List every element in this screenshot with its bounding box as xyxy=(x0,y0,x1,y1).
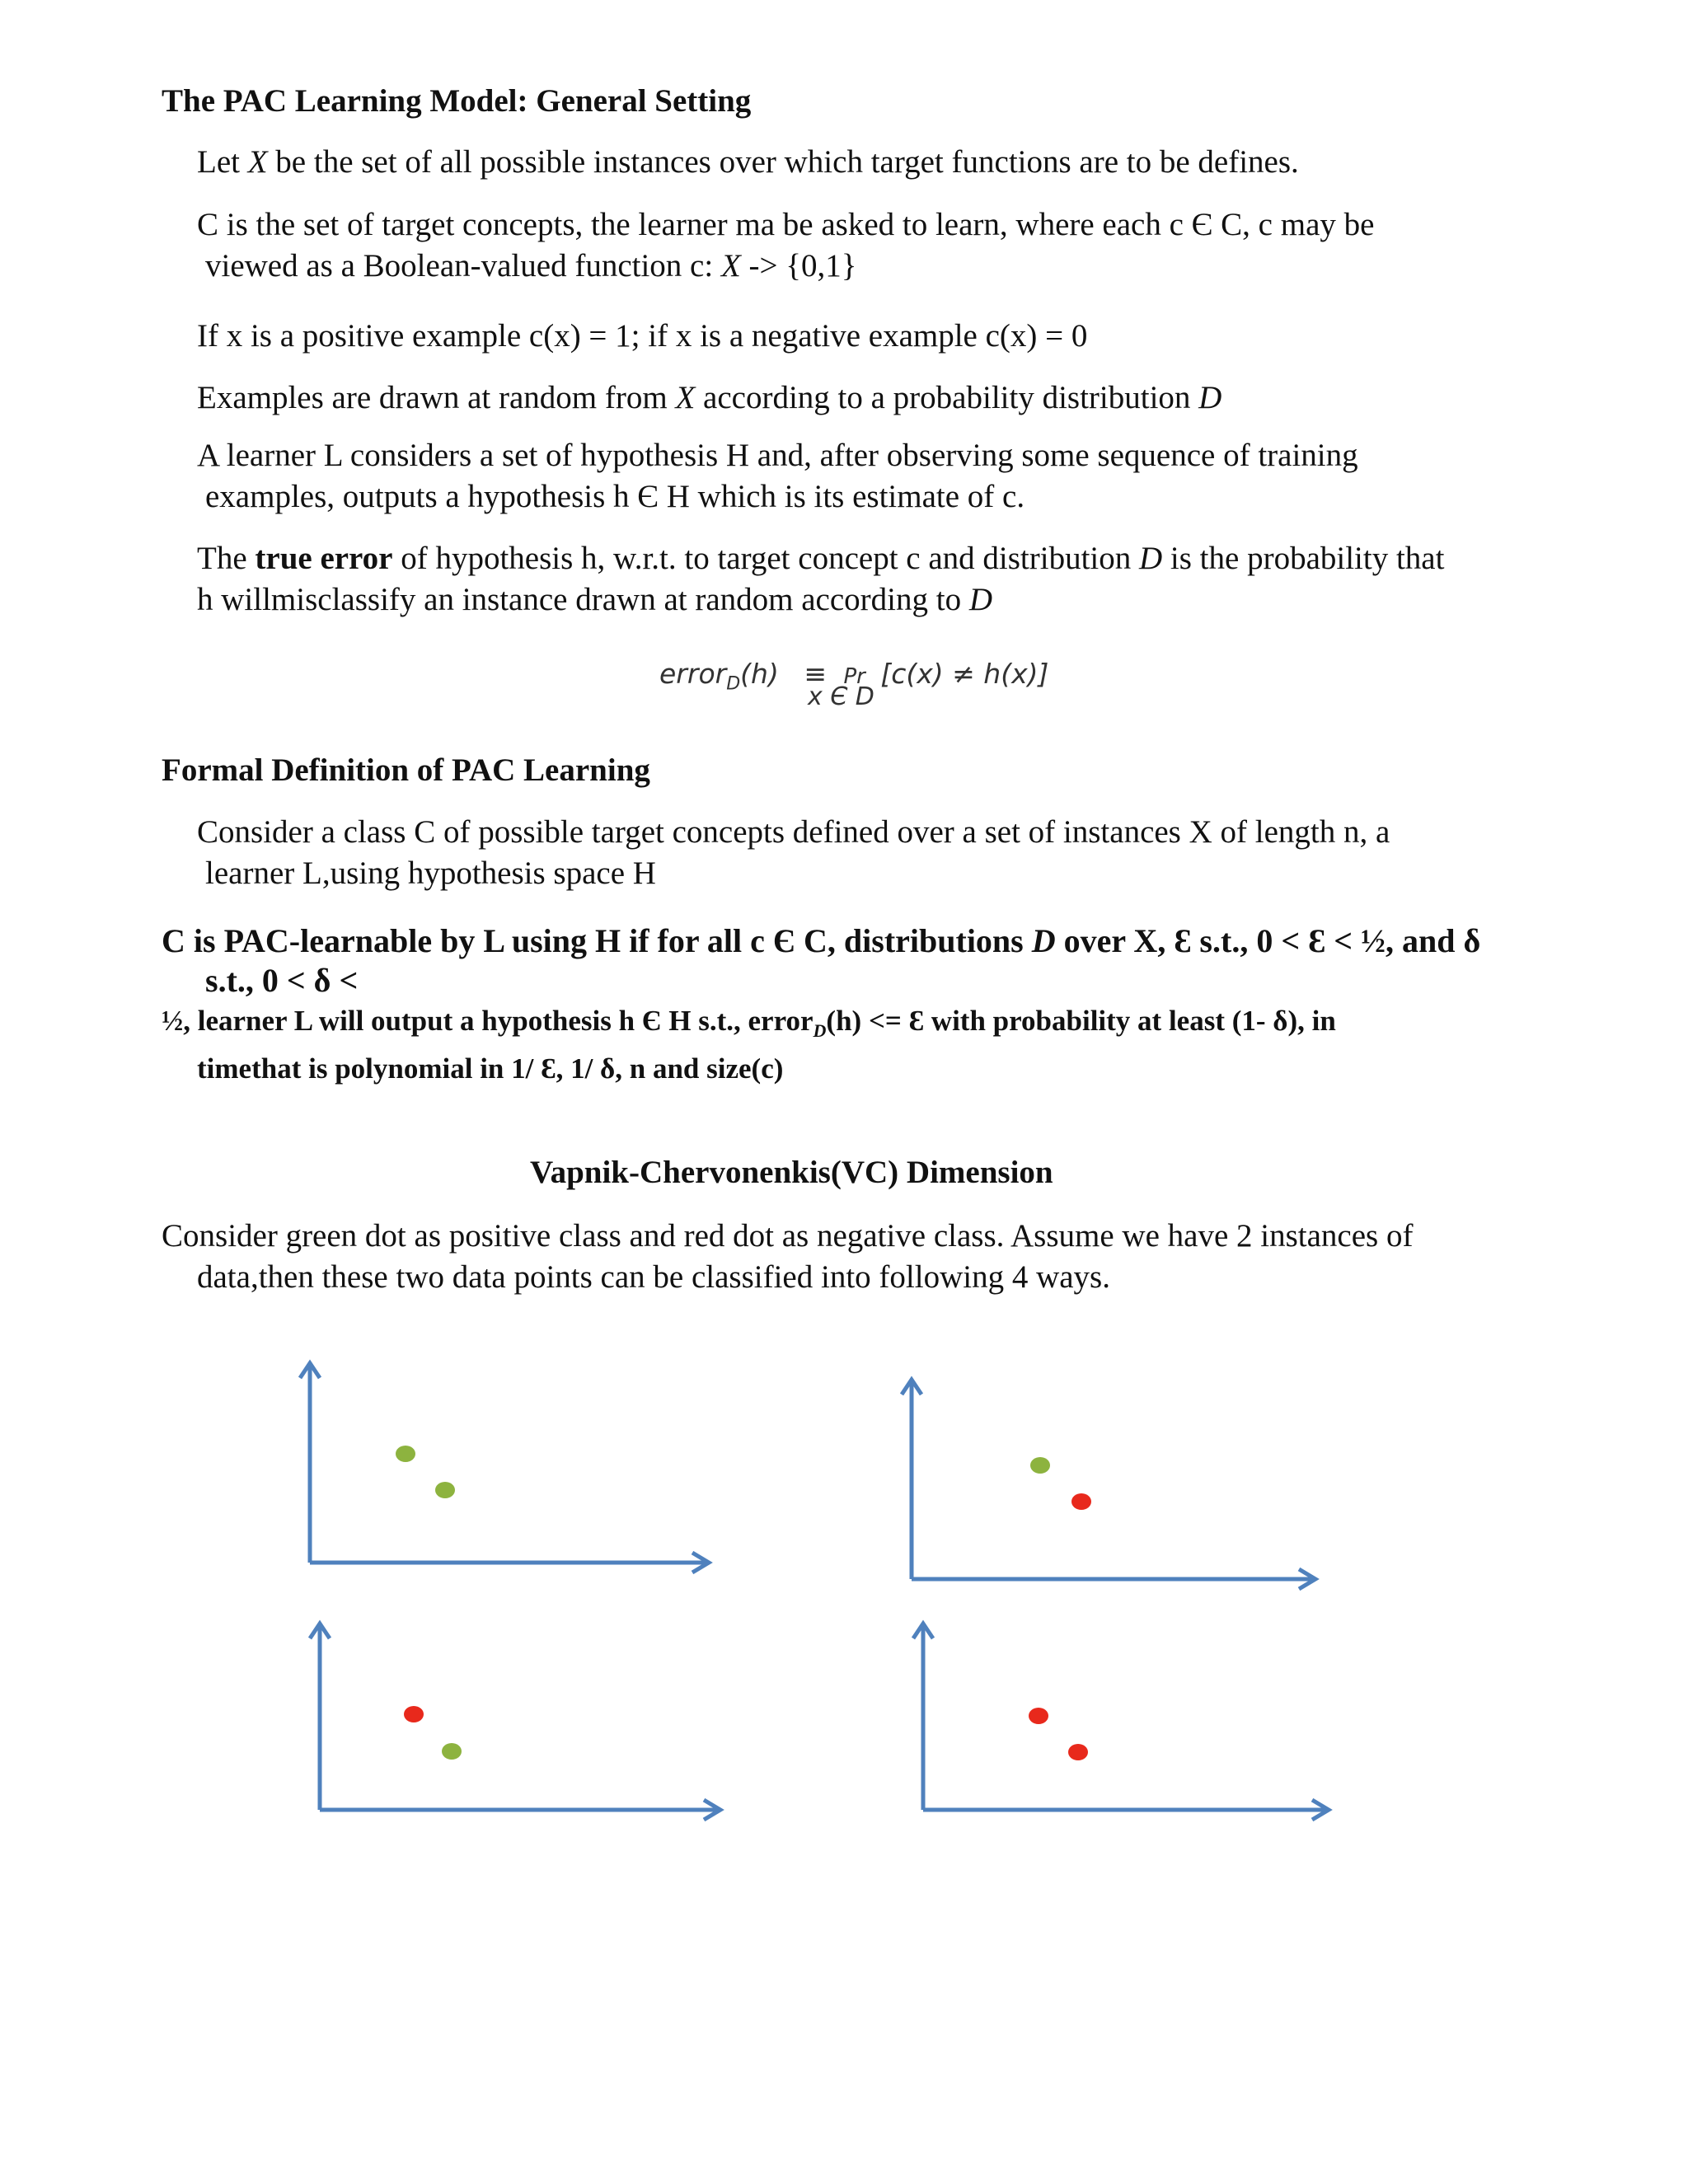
text: Examples are drawn at random from xyxy=(197,380,676,415)
line: learner L,using hypothesis space H xyxy=(205,855,656,891)
text: (h) <= Ɛ with probability at least (1- δ), in xyxy=(826,1005,1336,1037)
data-point-2 xyxy=(435,1482,455,1498)
var-d: D xyxy=(1198,380,1222,415)
line xyxy=(162,1002,1480,1050)
formula-pr: Pr xyxy=(843,664,865,689)
plot-green-green xyxy=(280,1352,725,1582)
term-true-error: true error xyxy=(255,541,393,576)
formula-lhs-sub: D xyxy=(726,673,741,695)
paragraph-target-concepts xyxy=(197,204,1374,287)
line: s.t., 0 < δ < xyxy=(205,962,359,999)
formula-lhs-arg: (h) xyxy=(740,658,779,690)
data-point-2 xyxy=(1071,1493,1091,1510)
data-point-1 xyxy=(404,1706,424,1722)
paragraph-learner xyxy=(197,435,1358,518)
line xyxy=(197,579,1444,621)
line xyxy=(197,538,1444,579)
plot-green-red xyxy=(892,1368,1337,1599)
data-point-1 xyxy=(1030,1457,1050,1474)
sub-d: D xyxy=(813,1020,827,1041)
var-x: X xyxy=(247,144,268,180)
section-heading-pac-general: The PAC Learning Model: General Setting xyxy=(162,83,752,119)
text: viewed as a Boolean-valued function c: xyxy=(205,248,721,284)
plot-red-red xyxy=(900,1607,1345,1830)
line: timethat is polynomial in 1/ Ɛ, 1/ δ, n and size(c) xyxy=(197,1052,784,1085)
formula-rhs: [c(x) ≠ h(x)] xyxy=(880,658,1049,690)
plot-red-green xyxy=(290,1607,735,1830)
text: -> {0,1} xyxy=(740,248,857,284)
line: Consider a class C of possible target concepts defined over a set of instances X of length n, a xyxy=(197,814,1390,850)
text: The xyxy=(197,541,256,576)
paragraph-positive-negative: If x is a positive example c(x) = 1; if x is a negative example c(x) = 0 xyxy=(197,318,1088,354)
text: over X, Ɛ s.t., 0 < Ɛ < ½, and δ xyxy=(1055,922,1481,959)
text: C is PAC-learnable by L using H if for all c Є C, distributions xyxy=(162,922,1032,959)
data-point-1 xyxy=(396,1446,415,1462)
section-heading-formal-definition: Formal Definition of PAC Learning xyxy=(162,752,650,788)
var-d: D xyxy=(1139,541,1163,576)
text: be the set of all possible instances over which target functions are to be defines. xyxy=(267,144,1299,180)
var-d: D xyxy=(1031,922,1056,959)
data-point-2 xyxy=(442,1743,462,1760)
formula-lhs: error xyxy=(659,658,727,690)
line: Consider green dot as positive class and red dot as negative class. Assume we have 2 instances of xyxy=(162,1218,1414,1254)
paragraph-distribution xyxy=(197,377,1221,419)
text: Let xyxy=(197,144,248,180)
text: of hypothesis h, w.r.t. to target concept c and distribution xyxy=(392,541,1139,576)
paragraph-instances xyxy=(197,142,1299,183)
text: according to a probability distribution xyxy=(695,380,1199,415)
pac-definition xyxy=(162,921,1480,1088)
line: C is the set of target concepts, the learner ma be asked to learn, where each c Є C, c may be xyxy=(197,207,1375,242)
formula-equiv: ≡ xyxy=(804,658,827,690)
data-point-1 xyxy=(1029,1708,1048,1724)
paragraph-vc-intro xyxy=(162,1216,1413,1298)
section-heading-vc-dimension: Vapnik-Chervonenkis(VC) Dimension xyxy=(530,1155,1053,1190)
var-x: X xyxy=(720,248,741,284)
line: examples, outputs a hypothesis h Є H which is its estimate of c. xyxy=(205,479,1025,514)
text: ½, learner L will output a hypothesis h Є H s.t., error xyxy=(162,1005,814,1037)
text: is the probability that xyxy=(1162,541,1445,576)
text: h willmisclassify an instance drawn at random according to xyxy=(197,582,969,617)
data-point-2 xyxy=(1068,1744,1088,1760)
paragraph-consider-class xyxy=(197,812,1390,894)
line: data,then these two data points can be classified into following 4 ways. xyxy=(197,1259,1110,1295)
line xyxy=(162,921,1480,961)
line: A learner L considers a set of hypothesis H and, after observing some sequence of training xyxy=(197,438,1358,473)
var-d: D xyxy=(968,582,992,617)
var-x: X xyxy=(675,380,696,415)
formula-under: x Є D xyxy=(808,682,874,711)
line xyxy=(197,246,1374,287)
paragraph-true-error xyxy=(197,538,1444,621)
